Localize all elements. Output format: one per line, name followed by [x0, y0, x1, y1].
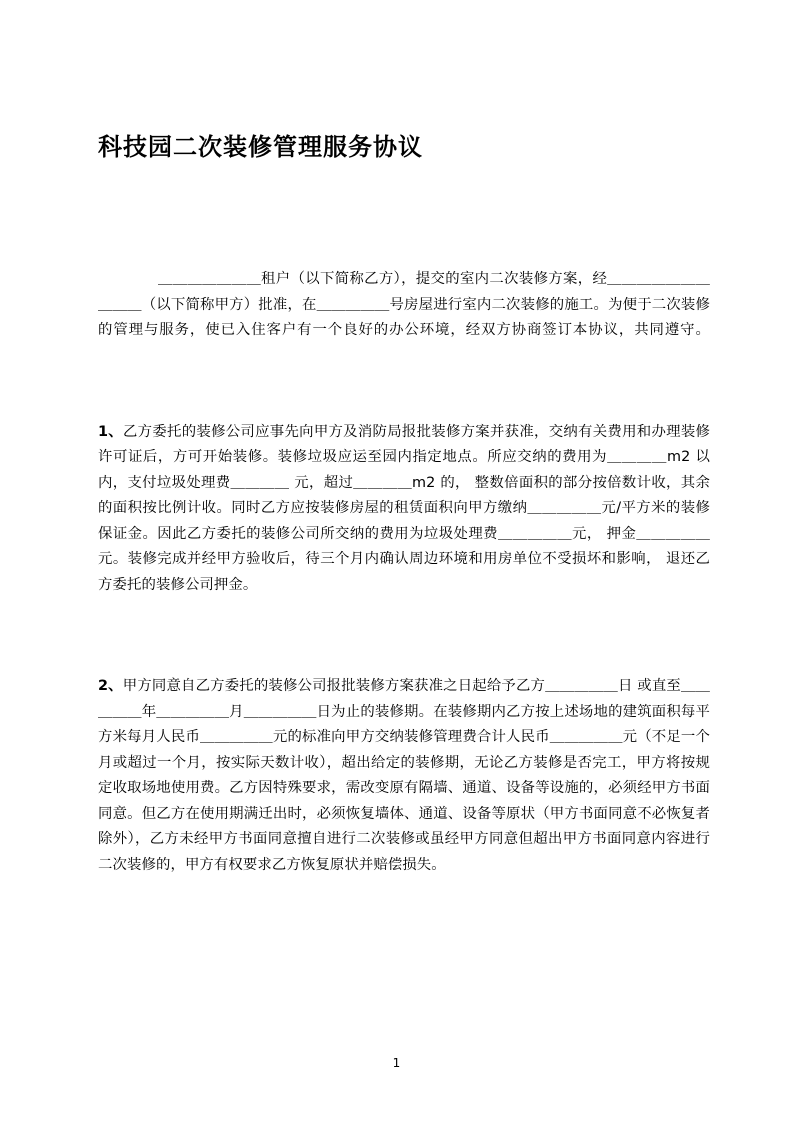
- clause-1-text: 乙方委托的装修公司应事先向甲方及消防局报批装修方案并获准，交纳有关费用和办理装修许可证后，方可开始装修。装修垃圾应运至园内指定地点。所应交纳的费用为＿＿＿＿m2 以内，支付垃圾处理费＿＿＿＿ 元，超过＿＿＿＿m2 的， 整数倍面积的部分按倍数计收，其余的面积按比例计收。同时乙方应按装修房屋的租赁面积向甲方缴纳＿＿＿＿＿元/平方米的装修保证金。因此乙方委托的装修公司所交纳的费用为垃圾处理费＿＿＿＿＿元， 押金＿＿＿＿＿元。装修完成并经甲方验收后，待三个月内确认周边环境和用房单位不受损坏和影响， 退还乙方委托的装修公司押金。: [98, 423, 710, 593]
- clause-2-text: 甲方同意自乙方委托的装修公司报批装修方案获准之日起给予乙方＿＿＿＿＿日 或直至＿＿＿＿＿年＿＿＿＿＿月＿＿＿＿＿日为止的装修期。在装修期内乙方按上述场地的建筑面积每平方米每月人民币＿＿＿＿＿元的标准向甲方交纳装修管理费合计人民币＿＿＿＿＿元（不足一个月或超过一个月，按实际天数计收），超出给定的装修期，无论乙方装修是否完工，甲方将按规定收取场地使用费。乙方因特殊要求，需改变原有隔墙、通道、设备等设施的，必须经甲方书面同意。但乙方在使用期满迁出时，必须恢复墙体、通道、设备等原状（甲方书面同意不必恢复者除外），乙方未经甲方书面同意擅自进行二次装修或虽经甲方同意但超出甲方书面同意内容进行二次装修的，甲方有权要求乙方恢复原状并赔偿损失。: [98, 678, 710, 873]
- paragraph-gap-2: [98, 598, 710, 674]
- document-body: [98, 0, 710, 878]
- clause-1-number: 1、: [98, 423, 123, 440]
- paragraph-preamble: ＿＿＿＿＿＿＿租户（以下简称乙方），提交的室内二次装修方案，经＿＿＿＿＿＿＿＿＿＿（以下简称甲方）批准，在＿＿＿＿＿号房屋进行室内二次装修的施工。为便于二次装修的管理与服务，使已入住客户有一个良好的办公环境，经双方协商签订本协议，共同遵守。: [98, 271, 710, 339]
- paragraph-clause-1: [98, 420, 710, 599]
- page-title: 科技园二次装修管理服务协议: [98, 133, 423, 161]
- page-number: 1: [392, 1056, 401, 1070]
- title-spacer: [98, 163, 710, 267]
- paragraph-gap-1: [98, 344, 710, 420]
- paragraph-clause-2: [98, 674, 710, 878]
- clause-2-number: 2、: [98, 678, 123, 695]
